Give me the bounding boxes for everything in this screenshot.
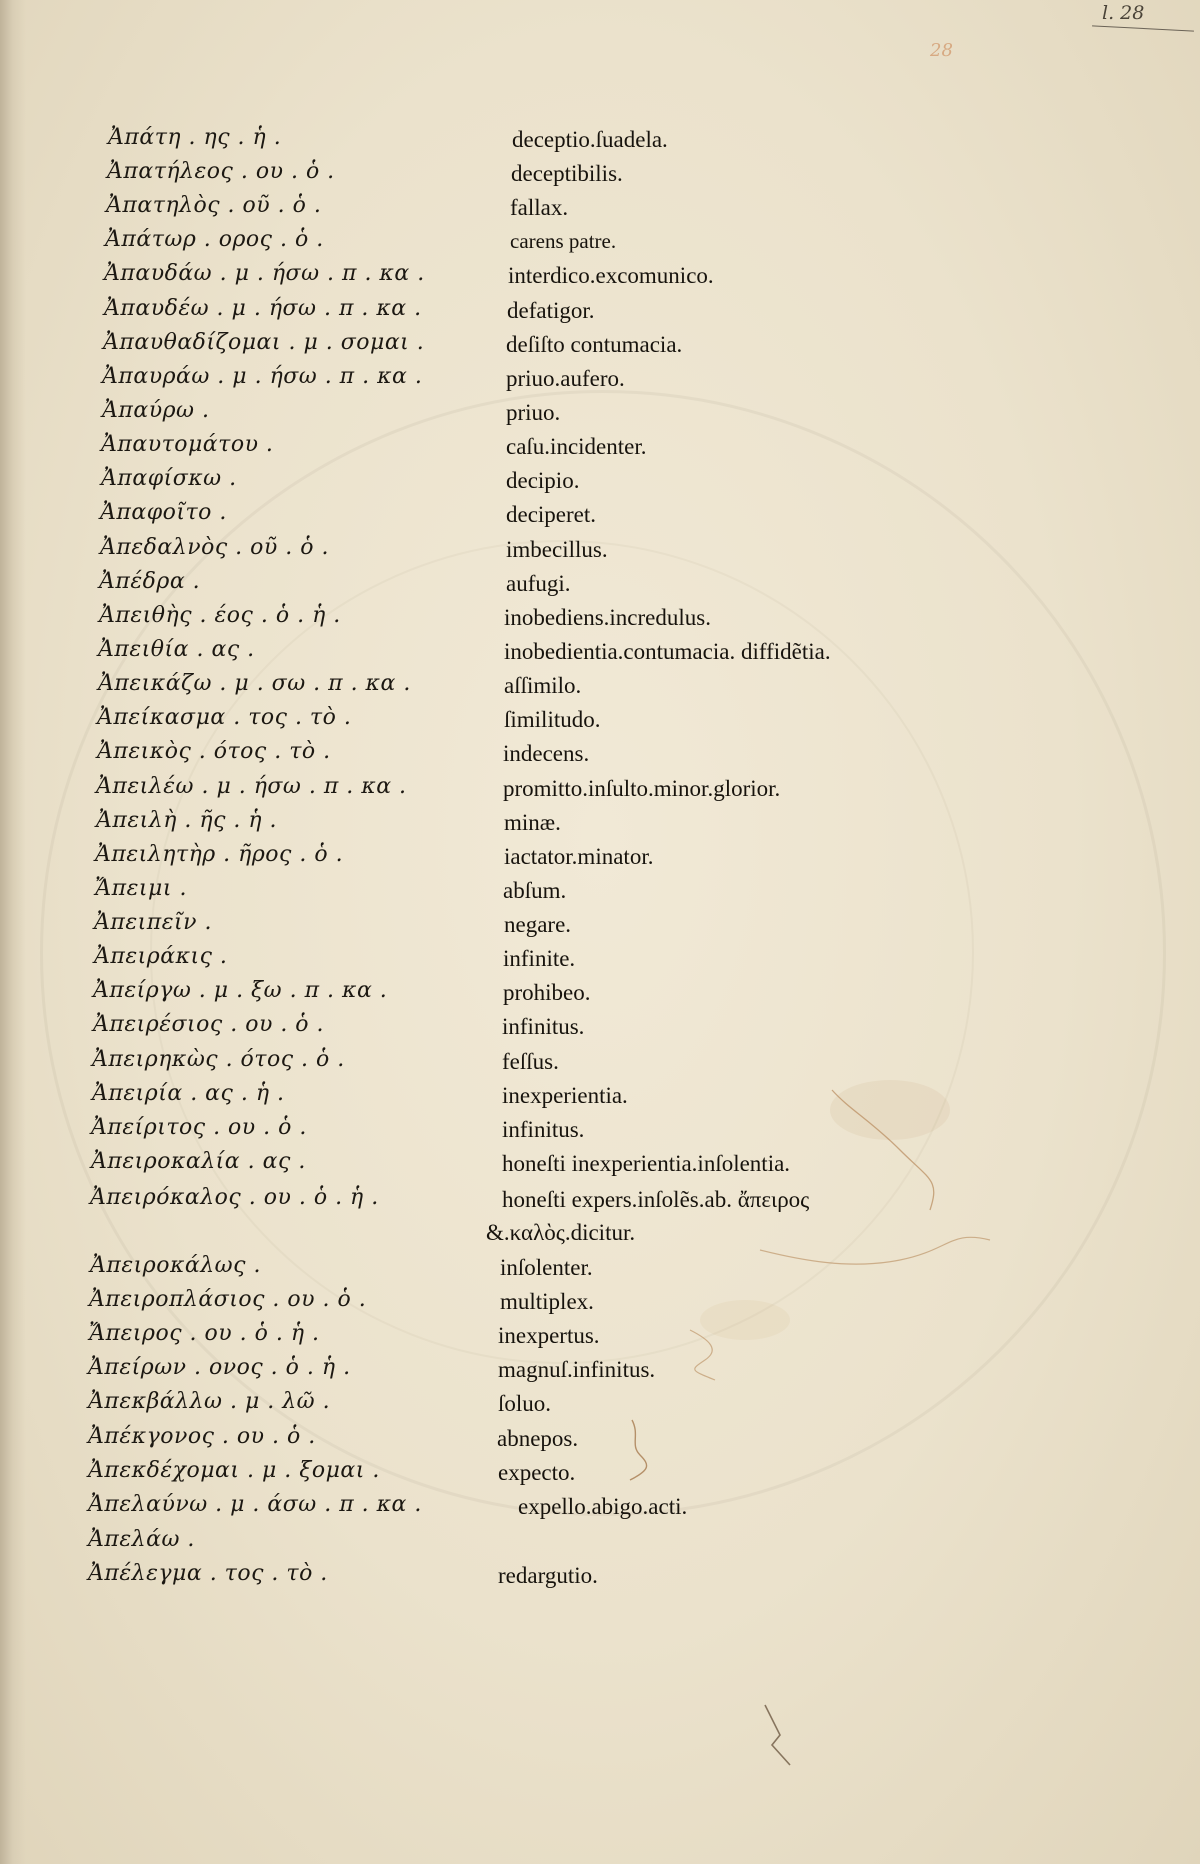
greek-headword: Ἀπειροκάλως . xyxy=(90,1253,261,1278)
leaf-number: 28 xyxy=(930,40,953,61)
latin-gloss: fallax. xyxy=(510,195,569,220)
greek-headword: Ἀπείριτος . ου . ὁ . xyxy=(91,1115,307,1140)
latin-gloss: interdico.excomunico. xyxy=(508,263,714,288)
greek-headword: Ἀπειροπλάσιος . ου . ὁ . xyxy=(89,1287,367,1312)
greek-headword: Ἀπειρέσιος . ου . ὁ . xyxy=(93,1012,325,1037)
latin-gloss: inobediens.incredulus. xyxy=(504,605,711,630)
greek-headword: Ἀπείργω . μ . ξω . π . κα . xyxy=(93,978,388,1003)
latin-gloss: inexperientia. xyxy=(502,1083,628,1108)
latin-gloss: prohibeo. xyxy=(503,980,591,1005)
latin-gloss: infinitus. xyxy=(502,1117,585,1142)
latin-gloss: honeſti expers.inſolẽs.ab. ἄπειρος xyxy=(502,1187,810,1212)
greek-headword: Ἀπειρηκὼς . ότος . ὁ . xyxy=(92,1047,345,1072)
greek-headword: Ἀπειράκις . xyxy=(94,944,228,969)
latin-gloss: inſolenter. xyxy=(500,1255,593,1280)
greek-headword: Ἀπειρία . ας . ἡ . xyxy=(92,1081,285,1106)
paper-crack xyxy=(630,1420,647,1480)
greek-headword: Ἀπάτωρ . ορος . ὁ . xyxy=(105,227,324,252)
latin-gloss: abnepos. xyxy=(497,1426,579,1451)
greek-headword: Ἀπαυδέω . μ . ήσω . π . κα . xyxy=(104,296,422,321)
greek-headword: Ἀπαύρω . xyxy=(102,398,210,423)
greek-headword: Ἄπειμι . xyxy=(95,876,187,901)
greek-headword: Ἀπελαύνω . μ . άσω . π . κα . xyxy=(88,1492,422,1517)
greek-headword: Ἀπεδαλνὸς . οῦ . ὁ . xyxy=(100,535,329,560)
greek-headword: Ἀπεικὸς . ότος . τὸ . xyxy=(97,739,331,764)
latin-gloss: aufugi. xyxy=(506,571,571,596)
latin-gloss: redargutio. xyxy=(498,1563,598,1588)
latin-gloss: negare. xyxy=(504,912,572,937)
folio-mark: l. 28 xyxy=(1102,2,1145,24)
latin-gloss: indecens. xyxy=(503,741,590,766)
latin-gloss: deceptibilis. xyxy=(511,161,623,186)
latin-gloss: promitto.inſulto.minor.glorior. xyxy=(503,776,781,801)
greek-headword: Ἀπειθία . ας . xyxy=(98,637,255,662)
latin-gloss: multiplex. xyxy=(500,1289,594,1314)
latin-gloss: defatigor. xyxy=(507,298,595,323)
greek-headword: Ἄπειρος . ου . ὁ . ἡ . xyxy=(89,1321,320,1346)
greek-headword: Ἀπεκβάλλω . μ . λῶ . xyxy=(88,1389,331,1414)
latin-gloss: infinitus. xyxy=(502,1014,585,1039)
latin-gloss: ſimilitudo. xyxy=(504,707,601,732)
greek-headword: Ἀπέδρα . xyxy=(99,569,201,594)
greek-headword: Ἀπείκασμα . τος . τὸ . xyxy=(97,705,352,730)
latin-gloss: imbecillus. xyxy=(506,537,608,562)
paper-crack xyxy=(690,1330,715,1380)
latin-gloss: feſſus. xyxy=(502,1049,559,1074)
latin-gloss: abſum. xyxy=(503,878,567,903)
greek-headword: Ἀπαυτομάτου . xyxy=(101,432,274,457)
paper-crack xyxy=(765,1705,790,1765)
greek-headword: Ἀπέλεγμα . τος . τὸ . xyxy=(88,1561,328,1586)
greek-headword: Ἀπεκδέχομαι . μ . ξομαι . xyxy=(88,1458,380,1483)
greek-headword: Ἀπειπεῖν . xyxy=(94,910,213,935)
latin-gloss: caſu.incidenter. xyxy=(506,434,647,459)
latin-gloss: honeſti inexperientia.inſolentia. xyxy=(502,1151,791,1176)
greek-headword: Ἀπειλέω . μ . ήσω . π . κα . xyxy=(96,774,407,799)
latin-gloss: deciperet. xyxy=(506,502,597,527)
latin-gloss: inobedientia.contumacia. diffidẽtia. xyxy=(504,639,831,664)
latin-gloss: inexpertus. xyxy=(498,1323,600,1348)
greek-headword: Ἀπείρων . ονος . ὁ . ἡ . xyxy=(88,1355,351,1380)
latin-gloss: expecto. xyxy=(498,1460,576,1485)
greek-headword: Ἀπαφοῖτο . xyxy=(100,500,227,525)
greek-headword: Ἀπατηλὸς . οῦ . ὁ . xyxy=(106,193,322,218)
greek-headword: Ἀπειλητὴρ . ῆρος . ὁ . xyxy=(95,842,344,867)
greek-headword: Ἀπαφίσκω . xyxy=(101,466,237,491)
latin-gloss: infinite. xyxy=(503,946,576,971)
greek-headword: Ἀπατήλεος . ου . ὁ . xyxy=(107,159,335,184)
latin-gloss: iactator.minator. xyxy=(504,844,654,869)
latin-gloss: priuo. xyxy=(506,400,561,425)
greek-headword: Ἀπαυδάω . μ . ήσω . π . κα . xyxy=(104,261,425,286)
latin-gloss: carens patre. xyxy=(510,229,617,253)
latin-gloss: decipio. xyxy=(506,468,580,493)
greek-headword: Ἀπειλὴ . ῆς . ἡ . xyxy=(96,808,278,833)
latin-gloss: minæ. xyxy=(504,810,561,835)
paper-crack xyxy=(760,1237,990,1264)
latin-gloss: deceptio.ſuadela. xyxy=(512,127,668,152)
greek-headword: Ἀπειροκαλία . ας . xyxy=(91,1149,306,1174)
greek-headword: Ἀπέκγονος . ου . ὁ . xyxy=(88,1424,316,1449)
greek-headword: Ἀπειθὴς . έος . ὁ . ἡ . xyxy=(99,603,341,628)
entry-continuation-line: &.καλὸς.dicitur. xyxy=(486,1220,636,1245)
latin-gloss: priuo.aufero. xyxy=(506,366,625,391)
latin-gloss: expello.abigo.acti. xyxy=(518,1494,688,1519)
latin-gloss: deſiſto contumacia. xyxy=(506,332,683,357)
greek-headword: Ἀπεικάζω . μ . σω . π . κα . xyxy=(98,671,411,696)
latin-gloss: aſſimilo. xyxy=(504,673,582,698)
greek-headword: Ἀπαυθαδίζομαι . μ . σομαι . xyxy=(103,330,425,355)
latin-gloss: magnuſ.infinitus. xyxy=(498,1357,656,1382)
latin-gloss: ſoluo. xyxy=(498,1391,552,1416)
greek-headword: Ἀπάτη . ης . ἡ . xyxy=(108,125,282,150)
greek-headword: Ἀπαυράω . μ . ήσω . π . κα . xyxy=(102,364,423,389)
greek-headword: Ἀπειρόκαλος . ου . ὁ . ἡ . xyxy=(90,1185,379,1210)
greek-headword: Ἀπελάω . xyxy=(88,1527,195,1552)
paper-crack xyxy=(832,1090,934,1210)
